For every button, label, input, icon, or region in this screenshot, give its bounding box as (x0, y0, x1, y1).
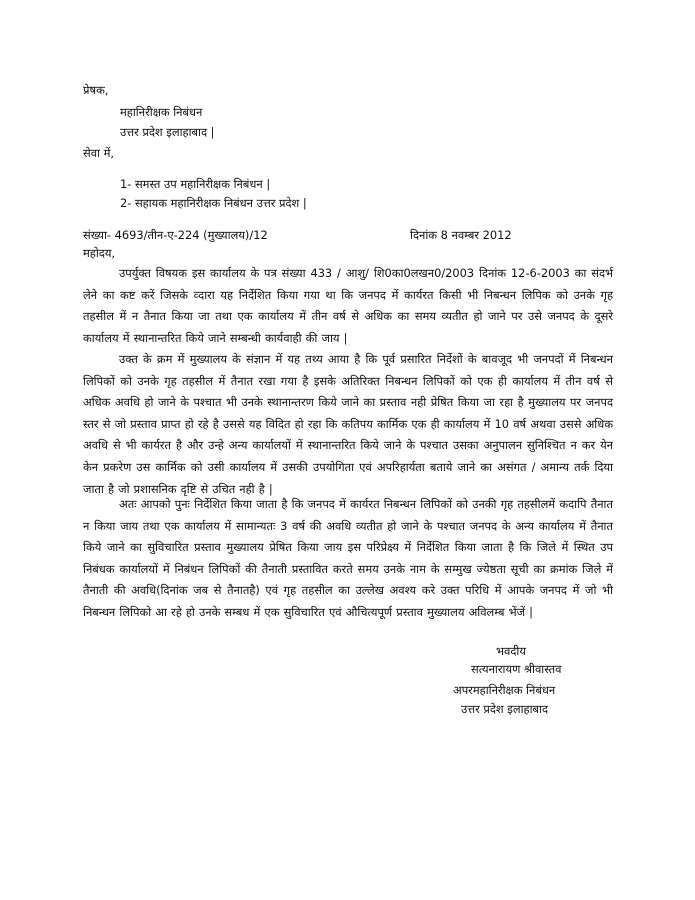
salutation: महोदय, (83, 246, 116, 260)
to-label: सेवा में, (83, 146, 115, 160)
letter-date: दिनांक 8 नवम्बर 2012 (410, 228, 512, 242)
body-paragraph-2: उक्त के क्रम में मुख्यालय के संज्ञान में यह तथ्य आया है कि पूर्व प्रसारित निर्देशों के बावजूद भी जनपदों में निबन्धन लिपिकों को उनके गृह तहसील में तैनात रखा गया है इसके अतिरिक्त निबन्धन लिपिकों को एक ही कार्यालय में तीन वर्ष से अधिक अवधि हो जाने के पश्चात भी उनके स्थानान्तरण किये जाने का प्रस्ताव नही प्रेषित किया जा रहा है मुख्यालय पर जनपद स्तर से जो प्रस्ताव प्राप्त हो रहे है उससे यह विदित हो रहा कि कतिपय कार्मिक एक ही कार्यालय में 10 वर्ष अथवा उससे अधिक अवधि से भी कार्यरत है और उन्हे अन्य कार्यालयों में स्थानान्तरित किये जाने के पश्चात उसका अनुपालन सुनिश्चित न कर येन केन प्रकरेण उस कार्मिक को उसी कार्यालय में उसकी उपयोगिता एवं अपरिहार्यता बताये जाने का असंगत / अमान्य तर्क दिया जाता है जो प्रशासनिक दृष्टि से उचित नही है | (83, 352, 613, 496)
sender-name: महानिरीक्षक निबंधन (120, 105, 203, 119)
body-paragraph-3: अतः आपको पुनः निर्देशित किया जाता है कि जनपद में कार्यरत निबन्धन लिपिकों को उनकी गृह तहसीलमें कदापि तैनात न किया जाय तथा एक कार्यालय में सामान्यतः 3 वर्ष की अवधि व्यतीत हो जाने के पश्चात जनपद के अन्य कार्यालय में तैनात किये जाने का सुविचारित प्रस्ताव मुख्यालय प्रेषित किया जाय इस परिप्रेक्ष्य में निर्देशित किया जाता है कि जिले में स्थित उप निबंधक कार्यालयों में निबंधन लिपिकों की तैनाती प्रस्तावित करते समय उनके नाम के सम्मुख ज्येष्ठता सूची का क्रमांक जिले में तैनाती की अवधि(दिनांक जब से तैनातहै) एवं गृह तहसील का उल्लेख अवश्य करे उक्त परिधि में आपके जनपद में जो भी निबन्धन लिपिको आ रहे हो उनके सम्बध में एक सुविचारित एवं औचित्यपूर्ण प्रस्ताव मुख्यालय अविलम्ब भेंजें | (83, 497, 613, 619)
recipient-1: 1- समस्त उप महानिरीक्षक निबंधन | (120, 177, 271, 191)
signatory-name: सत्यनारायण श्रीवास्तव (471, 662, 562, 676)
reference-number: संख्या- 4693/तीन-ए-224 (मुख्यालय)/12 (83, 228, 268, 242)
closing: भवदीय (496, 644, 526, 658)
sender-place: उत्तर प्रदेश इलाहाबाद | (120, 125, 215, 139)
body-paragraph-1: उपर्युक्त विषयक इस कार्यालय के पत्र संख्या 433 / आशु/ शि0का0लखन0/2003 दिनांक 12-6-2003 का संदर्भ लेने का कष्ट करें जिसके व्दारा यह निर्देशित किया गया था कि जनपद में कार्यरत किसी भी निबन्धन लिपिक को उनके गृह तहसील में न तैनात किया जा तथा एक कार्यालय में तीन वर्ष से अधिक का समय व्यतीत हो जाने पर उसे जनपद के दूसरे कार्यालय में स्थानान्तरित किये जाने सम्बन्धी कार्यवाही की जाय | (83, 266, 613, 345)
signatory-designation: अपरमहानिरीक्षक निबंधन (453, 683, 556, 697)
recipient-2: 2- सहायक महानिरीक्षक निबंधन उत्तर प्रदेश | (120, 196, 307, 210)
signatory-place: उत्तर प्रदेश इलाहाबाद (461, 702, 549, 716)
sender-label: प्रेषक, (83, 83, 109, 97)
